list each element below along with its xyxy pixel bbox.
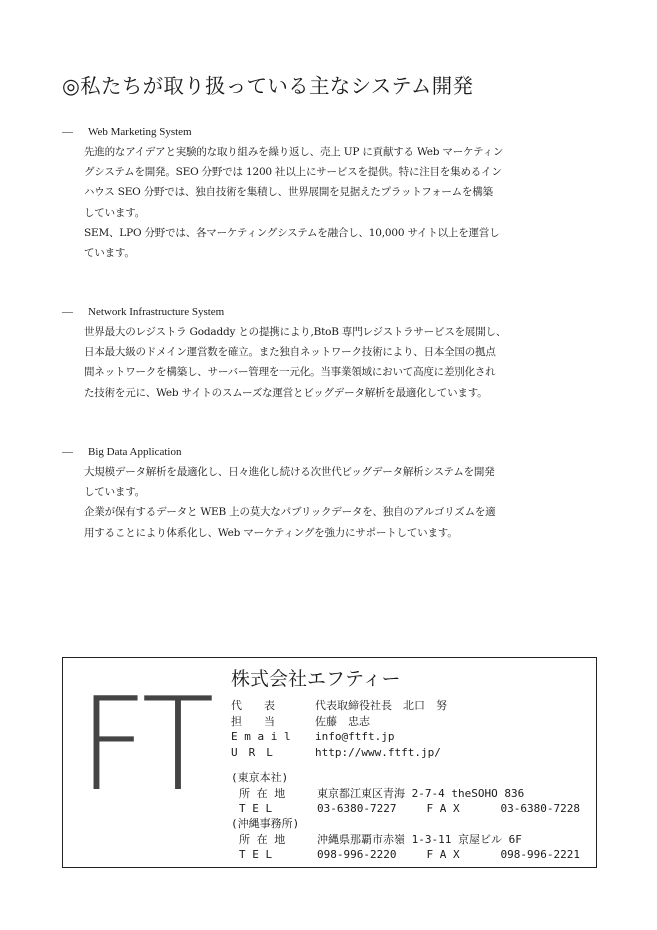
office-phone-row [239, 847, 580, 863]
body-line: ハウス SEO 分野では、独自技術を集積し、世界展開を見据えたプラットフォームを構築 [84, 186, 493, 199]
email-link[interactable]: info@ftft.jp [315, 730, 395, 744]
address-label: 所 在 地 [239, 786, 286, 800]
office-address-row [239, 832, 580, 848]
company-name: 株式会社エフティー [231, 668, 401, 690]
section-title: Network Infrastructure System [88, 306, 225, 318]
body-line: グシステムを開発。SEO 分野では 1200 社以上にサービスを提供。特に注目を集めるイン [84, 166, 502, 179]
section-title: Big Data Application [88, 446, 182, 458]
tel-value: 098-996-2220 [317, 848, 397, 862]
contact-label: E m a i l [231, 730, 291, 744]
office-tokyo [231, 770, 580, 817]
office-address-row [239, 786, 580, 802]
office-name: (沖縄事務所) [231, 817, 300, 830]
body-line: た技術を元に、Web サイトのスムーズな運営とビッグデータ解析を最適化しています。 [84, 386, 488, 399]
office-okinawa [231, 816, 580, 863]
tel-label: T E L [239, 802, 273, 816]
section-dash: — [62, 306, 73, 318]
contact-row [231, 714, 447, 730]
body-line: 間ネットワークを構築し、サーバー管理を一元化。当事業領域において高度に差別化され [84, 366, 496, 379]
section-heading [62, 442, 582, 462]
section-network-infrastructure [62, 302, 582, 403]
body-line: 用することにより体系化し、Web マーケティングを強力にサポートしています。 [84, 526, 458, 539]
address-value: 沖縄県那覇市赤嶺 1-3-11 京屋ビル 6F [317, 832, 522, 846]
office-name: (東京本社) [231, 771, 289, 784]
contact-value: 佐藤 忠志 [315, 714, 370, 728]
contact-value: 代表取締役社長 北口 努 [315, 699, 447, 712]
contact-label: 代 表 [231, 699, 275, 712]
contact-row [231, 698, 447, 714]
fax-value: 03-6380-7228 [500, 802, 580, 816]
section-web-marketing [62, 122, 582, 263]
section-heading [62, 122, 582, 142]
url-link[interactable]: http://www.ftft.jp/ [315, 745, 441, 759]
company-info-box [62, 657, 597, 868]
body-line: しています。 [84, 486, 145, 499]
fax-value: 098-996-2221 [500, 848, 580, 862]
body-line: 日本最大級のドメイン運営数を確立。また独自ネットワーク技術により、日本全国の拠点 [84, 346, 496, 359]
tel-value: 03-6380-7227 [317, 802, 397, 816]
section-heading [62, 302, 582, 322]
contact-row [231, 729, 447, 745]
fax-label: F A X [426, 802, 460, 816]
address-value: 東京都江東区青海 2-7-4 theSOHO 836 [317, 786, 525, 800]
section-dash: — [62, 446, 73, 458]
office-phone-row [239, 801, 580, 817]
section-body [84, 142, 582, 263]
address-label: 所 在 地 [239, 832, 286, 846]
contact-list [231, 698, 447, 760]
tel-label: T E L [239, 848, 273, 862]
company-logo: FT [79, 671, 211, 820]
body-line: 先進的なアイデアと実験的な取り組みを繰り返し、売上 UP に貢献する Web マーケティン [84, 146, 504, 158]
page-title: ◎私たちが取り扱っている主なシステム開発 [62, 74, 474, 98]
body-line: しています。 [84, 206, 145, 219]
body-line: ています。 [84, 247, 135, 260]
section-big-data [62, 442, 582, 543]
body-line: SEM、LPO 分野では、各マーケティングシステムを融合し、10,000 サイト以上を運営し [84, 226, 500, 239]
section-title: Web Marketing System [88, 126, 192, 138]
body-line: 企業が保有するデータと WEB 上の莫大なパブリックデータを、独自のアルゴリズムを適 [84, 506, 496, 519]
contact-label: 担 当 [231, 714, 275, 728]
section-body [84, 322, 582, 403]
body-line: 世界最大のレジストラ Godaddy との提携により,BtoB 専門レジストラサービスを展開し、 [84, 326, 507, 338]
contact-row [231, 745, 447, 761]
contact-label: U R L [231, 745, 273, 759]
section-dash: — [62, 126, 73, 138]
body-line: 大規模データ解析を最適化し、日々進化し続ける次世代ビッグデータ解析システムを開発 [84, 466, 495, 478]
fax-label: F A X [426, 848, 460, 862]
section-body [84, 462, 582, 543]
